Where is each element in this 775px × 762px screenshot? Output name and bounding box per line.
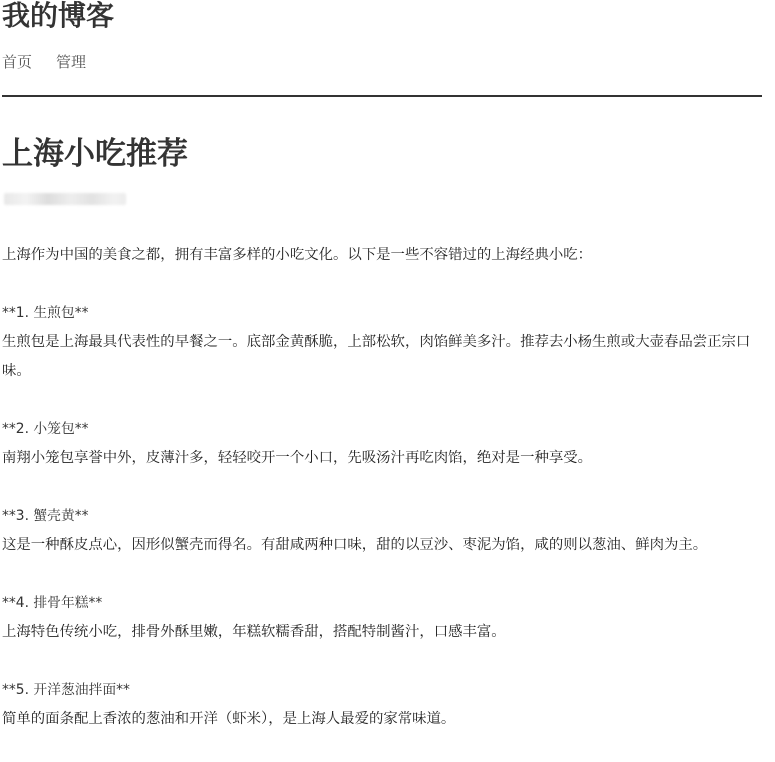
site-nav <box>2 50 86 74</box>
section-heading: **5. 开洋葱油拌面** <box>2 682 130 698</box>
food-section-shengjianbao <box>2 299 760 386</box>
food-section-xiekehuang <box>2 502 760 560</box>
food-section-scallion-noodles <box>2 676 760 734</box>
food-section-paigu-niangao <box>2 589 760 647</box>
post-body <box>2 241 760 734</box>
section-heading: **1. 生煎包** <box>2 305 89 321</box>
section-heading: **4. 排骨年糕** <box>2 595 103 611</box>
section-text: 这是一种酥皮点心，因形似蟹壳而得名。有甜咸两种口味，甜的以豆沙、枣泥为馅，咸的则以葱油、鲜肉为主。 <box>2 537 708 553</box>
nav-link-home[interactable]: 首页 <box>2 53 33 71</box>
section-text: 生煎包是上海最具代表性的早餐之一。底部金黄酥脆，上部松软，肉馅鲜美多汁。推荐去小杨生煎或大壶春品尝正宗口味。 <box>2 334 751 379</box>
nav-link-manage[interactable]: 管理 <box>56 53 87 71</box>
section-text: 简单的面条配上香浓的葱油和开洋（虾米），是上海人最爱的家常味道。 <box>2 711 456 727</box>
food-section-xiaolongbao <box>2 415 760 473</box>
site-title[interactable]: 我的博客 <box>2 0 115 32</box>
section-text: 上海特色传统小吃，排骨外酥里嫩，年糕软糯香甜，搭配特制酱汁，口感丰富。 <box>2 624 506 640</box>
post-intro: 上海作为中国的美食之都，拥有丰富多样的小吃文化。以下是一些不容错过的上海经典小吃： <box>2 247 593 263</box>
section-text: 南翔小笼包享誉中外，皮薄汁多，轻轻咬开一个小口，先吸汤汁再吃肉馅，绝对是一种享受。 <box>2 450 593 466</box>
post-title: 上海小吃推荐 <box>2 136 188 172</box>
post-meta-blurred <box>4 193 126 205</box>
section-heading: **3. 蟹壳黄** <box>2 508 89 524</box>
header-divider <box>2 95 762 97</box>
section-heading: **2. 小笼包** <box>2 421 89 437</box>
